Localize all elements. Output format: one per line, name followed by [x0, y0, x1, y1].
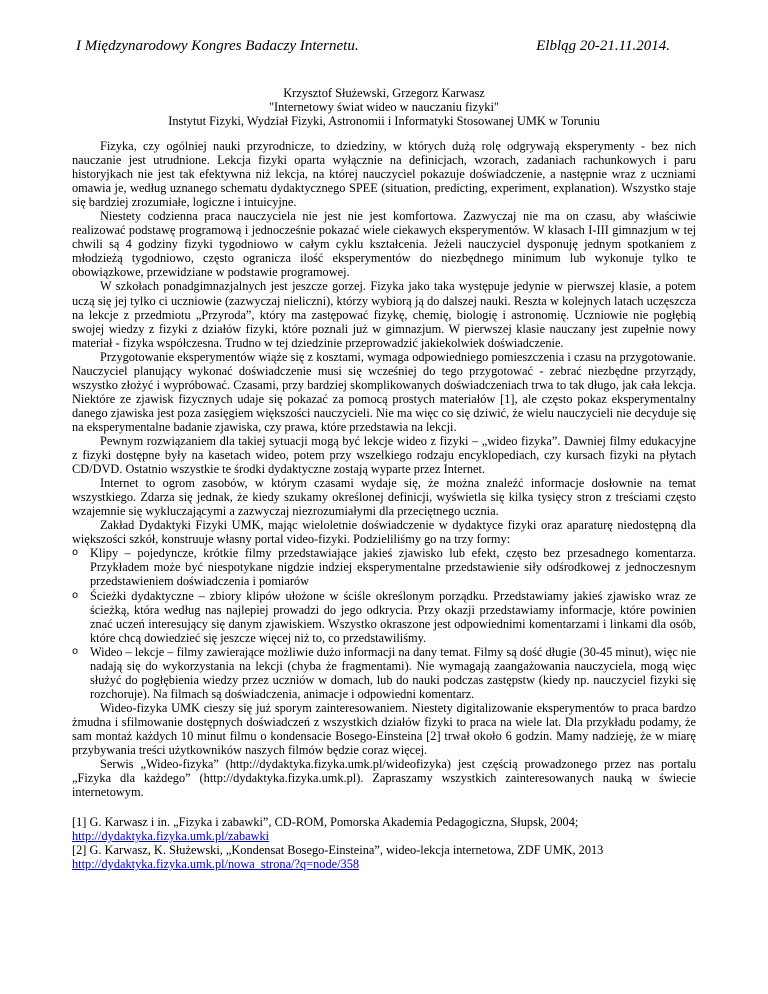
forms-list — [72, 546, 696, 701]
paragraph: Serwis „Wideo-fizyka” (http://dydaktyka.fizyka.umk.pl/wideofizyka) jest częścią prowadzonego przez nas portalu „Fizyka dla każdego” (http://dydaktyka.fizyka.umk.pl). Zapraszamy wszystkich zainteresowanych nauką w świecie internetowym. — [72, 757, 696, 800]
paragraph: Zakład Dydaktyki Fizyki UMK, mając wieloletnie doświadczenie w dydaktyce fizyki oraz aparaturę niedostępną dla większości szkół, konstruuje własny portal video-fizyki. Podzieliliśmy go na trzy formy: — [72, 518, 696, 547]
reference-link[interactable]: http://dydaktyka.fizyka.umk.pl/zabawki — [72, 829, 270, 844]
list-item-text: Wideo – lekcje – filmy zawierające możliwie dużo informacji na dany temat. Filmy są dość długie (30-45 minut), więc nie nadają się do wykorzystania na lekcji (chyba że fragmentami). Nie wymagają zaangażowania nauczyciela, mogą więc służyć do pogłębienia wiedzy przez uczniów w domach, lub do nauki podczas zastępstw (kiedy np. nauczyciel fizyki się rozchoruje). Na filmach są doświadczenia, animacje i odpowiedni komentarz. — [90, 644, 696, 701]
reference-text: [1] G. Karwasz i in. „Fizyka i zabawki”, CD-ROM, Pomorska Akademia Pedagogiczna, Słupsk, 2004; — [72, 815, 579, 830]
paragraph: Fizyka, czy ogólniej nauki przyrodnicze, to dziedziny, w których dużą rolę odgrywają eksperymenty - bez nich nauczanie jest utrudnione. Lekcja fizyki oparta wyłącznie na definicjach, wzorach, zadaniach rachunkowych i paru historyjkach nie jest tak efektywna niż lekcja, na której nauczyciel pokazuje doświadczenie, a następnie wraz z uczniami omawia je, według uznanego schematu dydaktycznego SPEE (situation, predicting, experiment, explanation). Wszystko staje się bardziej zrozumiałe, logiczne i intuicyjne. — [72, 139, 696, 210]
conference-name: I Międzynarodowy Kongres Badaczy Internetu. — [76, 38, 359, 54]
list-item-text: Klipy – pojedyncze, krótkie filmy przedstawiające jakieś zjawisko lub efekt, często bez przesadnego komentarza. Przykładem może być niespotykane nigdzie indziej eksperymentalne przedstawienie siły odśrodkowej z jednoczesnym przedstawieniem doświadczenia i pomiarów — [90, 546, 696, 589]
conference-date: Elbląg 20-21.11.2014. — [536, 38, 670, 54]
paragraph: Pewnym rozwiązaniem dla takiej sytuacji mogą być lekcje wideo z fizyki – „wideo fizyka”. Dawniej filmy edukacyjne z fizyki dostępne były na kasetach wideo, potem przy wszelkiego rodzaju encyklopediach, czy kursach fizyki na płytach CD/DVD. Ostatnio wszystkie te środki dydaktyczne zostają wyparte przez Internet. — [72, 433, 696, 477]
paper-title: "Internetowy świat wideo w nauczaniu fizyki" — [269, 100, 499, 114]
reference-text: [2] G. Karwasz, K. Służewski, „Kondensat Bosego-Einsteina”, wideo-lekcja internetowa, ZDF UMK, 2013 — [72, 843, 604, 858]
authors: Krzysztof Służewski, Grzegorz Karwasz — [283, 86, 485, 100]
paragraph: Wideo-fizyka UMK cieszy się już sporym zainteresowaniem. Niestety digitalizowanie eksperymentów to praca bardzo żmudna i sfilmowanie dostępnych doświadczeń z wszystkich działów fizyki to praca na wiele lat. Dla przykładu podamy, że sam montaż każdych 10 minut filmu o kondensacie Bosego-Einsteina [2] trwał około 6 godzin. Mamy nadzieję, że w miarę przybywania treści użytkowników naszych filmów będzie coraz więcej. — [72, 700, 696, 758]
list-item — [72, 588, 696, 645]
paragraph: Przygotowanie eksperymentów wiąże się z kosztami, wymaga odpowiedniego pomieszczenia i czasu na przygotowanie. Nauczyciel planujący wykonać doświadczenie musi się wcześniej do tego przygotować - zebrać niezbędne przyrządy, wszystko złożyć i wypróbować. Czasami, przy bardziej skomplikowanych doświadczeniach trwa to tak długo, jak cała lekcja. Niektóre ze zjawisk fizycznych udaje się pokazać za pomocą prostych materiałów [1], ale często pokaz eksperymentalny danego zjawiska jest poza zasięgiem większości nauczycieli. Nie ma więc co się dziwić, że wielu nauczycieli nie decyduje się na eksperymentalne badanie zjawiska, czy prawa, które przedstawia na lekcji. — [72, 349, 696, 434]
paper-body — [72, 139, 696, 871]
page-header — [76, 38, 670, 58]
paragraph: W szkołach ponadgimnazjalnych jest jeszcze gorzej. Fizyka jako taka występuje jedynie w pierwszej klasie, a potem uczą się jej tylko ci uczniowie (zazwyczaj nieliczni), którzy wybiorą ją do dalszej nauki. Reszta w kolejnych latach uczęszcza na lekcje z przedmiotu „Przyroda”, który ma zastępować fizykę, chemię, biologię i astronomię. Uczniowie nie pogłębią swojej wiedzy z fizyki z działów fizyki, które poznali już w gimnazjum. W pierwszej klasie nauczany jest zupełnie nowy materiał - fizyka współczesna. Trudno w tej dziedzinie przeprowadzić jakiekolwiek doświadczenie. — [72, 279, 696, 350]
reference-link[interactable]: http://dydaktyka.fizyka.umk.pl/nowa_strona/?q=node/358 — [72, 857, 360, 872]
title-block — [60, 86, 708, 128]
list-item — [72, 546, 696, 589]
list-item-text: Ścieżki dydaktyczne – zbiory klipów ułożone w ściśle określonym porządku. Przedstawiamy jakieś zjawisko wraz ze ścieżką, która według nas najlepiej prowadzi do jego odkrycia. Przy okazji przedstawiamy informacje, które powinien znać uczeń interesujący się danym zjawiskiem. Wszystko okraszone jest odpowiednimi komentarzami i linkami dla osób, które chcą dowiedzieć się jeszcze więcej niż to, co przedstawiliśmy. — [90, 588, 696, 645]
paragraph: Internet to ogrom zasobów, w którym czasami wydaje się, że można znaleźć informacje dosłownie na temat wszystkiego. Zdarza się jednak, że kiedy szukamy określonej definicji, wyświetla się kilka tysięcy stron z treściami często wzajemnie się wykluczającymi a zazwyczaj niezrozumiałymi dla przeciętnego ucznia. — [72, 476, 696, 519]
bullet-icon: o — [72, 547, 79, 559]
bullet-icon: o — [72, 589, 79, 601]
paragraph: Niestety codzienna praca nauczyciela nie jest nie jest komfortowa. Zazwyczaj nie ma on czasu, aby właściwie realizować podstawę programową i jednocześnie pokazać wiele ciekawych eksperymentów. W klasach I-III gimnazjum w tej chwili są 4 godziny fizyki tygodniowo w całym cyklu kształcenia. Jeżeli nauczyciel dysponuję jednym spotkaniem z młodzieżą tygodniowo, często ogranicza ilość eksperymentów do niezbędnego minimum lub wykonuje tylko te obowiązkowe, przewidziane w podstawie programowej. — [72, 209, 696, 280]
list-item — [72, 644, 696, 701]
references — [72, 815, 696, 871]
institution: Instytut Fizyki, Wydział Fizyki, Astronomii i Informatyki Stosowanej UMK w Toruniu — [168, 114, 600, 128]
bullet-icon: o — [72, 645, 79, 657]
